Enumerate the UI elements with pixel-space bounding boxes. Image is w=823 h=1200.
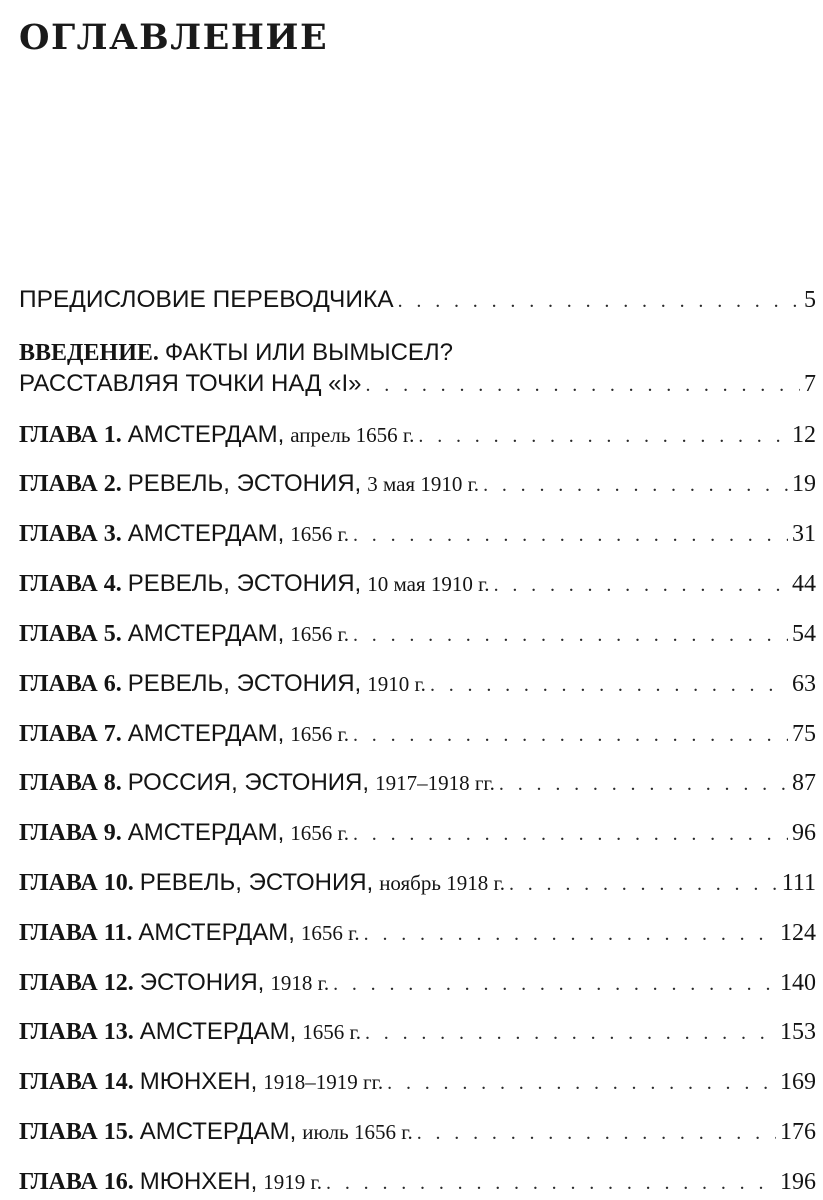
- page-number: 31: [792, 521, 816, 547]
- page-number: 12: [792, 422, 816, 448]
- page-number: 87: [792, 770, 816, 796]
- intro-title-line1: ФАКТЫ ИЛИ ВЫМЫСЕЛ?: [164, 339, 454, 366]
- chapter-title: АМСТЕРДАМ,: [139, 1118, 297, 1145]
- dot-leader: [333, 967, 776, 1001]
- page-number: 7: [804, 371, 816, 397]
- toc-entry-intro-line2[interactable]: [19, 367, 816, 401]
- chapter-title: РЕВЕЛЬ, ЭСТОНИЯ,: [127, 570, 362, 597]
- dot-leader: [353, 618, 788, 652]
- chapter-title: РЕВЕЛЬ, ЭСТОНИЯ,: [127, 470, 362, 497]
- page-title: ОГЛАВЛЕНИЕ: [19, 17, 329, 58]
- chapter-title: АМСТЕРДАМ,: [127, 421, 285, 448]
- page-number: 44: [792, 571, 816, 597]
- chapter-label: ГЛАВА 6.: [19, 671, 122, 697]
- dot-leader: [365, 1016, 776, 1050]
- dot-leader: [365, 368, 800, 402]
- toc-entry-chapter[interactable]: [19, 667, 816, 701]
- chapter-label: ГЛАВА 10.: [19, 870, 134, 896]
- chapter-date: апрель 1656 г.: [290, 423, 415, 447]
- chapter-date: 1917–1918 гг.: [375, 771, 495, 795]
- page-number: 63: [792, 671, 816, 697]
- chapter-title: МЮНХЕН,: [139, 1168, 258, 1195]
- chapter-title: АМСТЕРДАМ,: [127, 520, 285, 547]
- chapter-date: 1656 г.: [302, 1020, 361, 1044]
- dot-leader: [494, 568, 788, 602]
- toc-entry-chapter[interactable]: [19, 1065, 816, 1099]
- intro-title-line2: РАССТАВЛЯЯ ТОЧКИ НАД «I»: [19, 370, 362, 397]
- chapter-date: 1656 г.: [300, 921, 360, 945]
- chapter-date: ноябрь 1918 г.: [379, 871, 505, 895]
- page-number: 140: [780, 970, 816, 996]
- chapter-label: ГЛАВА 11.: [19, 920, 133, 946]
- toc-entry-chapter[interactable]: [19, 1015, 816, 1049]
- chapter-date: 1656 г.: [290, 622, 349, 646]
- chapter-title: АМСТЕРДАМ,: [138, 919, 295, 946]
- toc-entry-chapter[interactable]: [19, 717, 816, 751]
- intro-label: ВВЕДЕНИЕ.: [19, 340, 159, 366]
- toc-entry-chapter[interactable]: [19, 567, 816, 601]
- preface-title: ПРЕДИСЛОВИЕ ПЕРЕВОДЧИКА: [19, 286, 394, 313]
- chapter-date: 1919 г.: [263, 1170, 323, 1194]
- chapter-label: ГЛАВА 3.: [19, 521, 122, 547]
- chapter-label: ГЛАВА 15.: [19, 1119, 134, 1145]
- chapter-label: ГЛАВА 5.: [19, 621, 122, 647]
- dot-leader: [387, 1066, 776, 1100]
- page-number: 169: [780, 1069, 816, 1095]
- dot-leader: [483, 468, 788, 502]
- page-number: 96: [792, 820, 816, 846]
- chapter-title: АМСТЕРДАМ,: [127, 720, 285, 747]
- toc-entry-intro-line1[interactable]: [19, 336, 816, 370]
- chapter-date: 3 мая 1910 г.: [367, 472, 480, 496]
- page-number: 196: [780, 1169, 816, 1195]
- dot-leader: [353, 518, 788, 552]
- page-number: 153: [780, 1019, 816, 1045]
- dot-leader: [364, 917, 776, 951]
- dot-leader: [430, 668, 788, 702]
- toc-entry-chapter[interactable]: [19, 816, 816, 850]
- chapter-title: ЭСТОНИЯ,: [139, 969, 265, 996]
- page-number: 111: [781, 870, 816, 896]
- page-number: 19: [792, 471, 816, 497]
- chapter-label: ГЛАВА 13.: [19, 1019, 134, 1045]
- dot-leader: [417, 1116, 776, 1150]
- chapter-label: ГЛАВА 12.: [19, 970, 134, 996]
- page-number: 54: [792, 621, 816, 647]
- dot-leader: [353, 817, 788, 851]
- toc-entry-chapter[interactable]: [19, 467, 816, 501]
- chapter-label: ГЛАВА 2.: [19, 471, 122, 497]
- toc-entry-preface[interactable]: [19, 283, 816, 317]
- dot-leader: [499, 767, 788, 801]
- chapter-date: 1656 г.: [290, 821, 349, 845]
- chapter-label: ГЛАВА 9.: [19, 820, 122, 846]
- page-number: 75: [792, 721, 816, 747]
- chapter-date: 10 мая 1910 г.: [367, 572, 490, 596]
- chapter-title: АМСТЕРДАМ,: [127, 620, 285, 647]
- toc-entry-chapter[interactable]: [19, 916, 816, 950]
- chapter-label: ГЛАВА 1.: [19, 422, 122, 448]
- chapter-title: РЕВЕЛЬ, ЭСТОНИЯ,: [139, 869, 374, 896]
- chapter-date: 1656 г.: [290, 522, 349, 546]
- chapter-title: АМСТЕРДАМ,: [139, 1018, 297, 1045]
- page-number: 5: [804, 287, 816, 313]
- toc-entry-chapter[interactable]: [19, 866, 816, 900]
- toc-entry-chapter[interactable]: [19, 517, 816, 551]
- toc-entry-chapter[interactable]: [19, 1115, 816, 1149]
- chapter-title: РОССИЯ, ЭСТОНИЯ,: [127, 769, 370, 796]
- dot-leader: [418, 419, 788, 453]
- chapter-label: ГЛАВА 16.: [19, 1169, 134, 1195]
- chapter-date: 1910 г.: [367, 672, 426, 696]
- chapter-title: РЕВЕЛЬ, ЭСТОНИЯ,: [127, 670, 362, 697]
- chapter-label: ГЛАВА 14.: [19, 1069, 134, 1095]
- chapter-label: ГЛАВА 7.: [19, 721, 122, 747]
- dot-leader: [326, 1166, 776, 1200]
- page-number: 176: [780, 1119, 816, 1145]
- dot-leader: [509, 867, 778, 901]
- chapter-label: ГЛАВА 4.: [19, 571, 122, 597]
- dot-leader: [353, 718, 788, 752]
- toc-entry-chapter[interactable]: [19, 966, 816, 1000]
- chapter-title: МЮНХЕН,: [139, 1068, 258, 1095]
- dot-leader: [398, 284, 800, 318]
- chapter-date: июль 1656 г.: [302, 1120, 413, 1144]
- toc-entry-chapter[interactable]: [19, 617, 816, 651]
- chapter-title: АМСТЕРДАМ,: [127, 819, 285, 846]
- chapter-date: 1918 г.: [270, 971, 330, 995]
- toc-entry-chapter[interactable]: [19, 766, 816, 800]
- page-number: 124: [780, 920, 816, 946]
- toc-entry-chapter[interactable]: [19, 418, 816, 452]
- chapter-label: ГЛАВА 8.: [19, 770, 122, 796]
- toc-entry-chapter[interactable]: [19, 1165, 816, 1199]
- chapter-date: 1918–1919 гг.: [263, 1070, 384, 1094]
- chapter-date: 1656 г.: [290, 722, 349, 746]
